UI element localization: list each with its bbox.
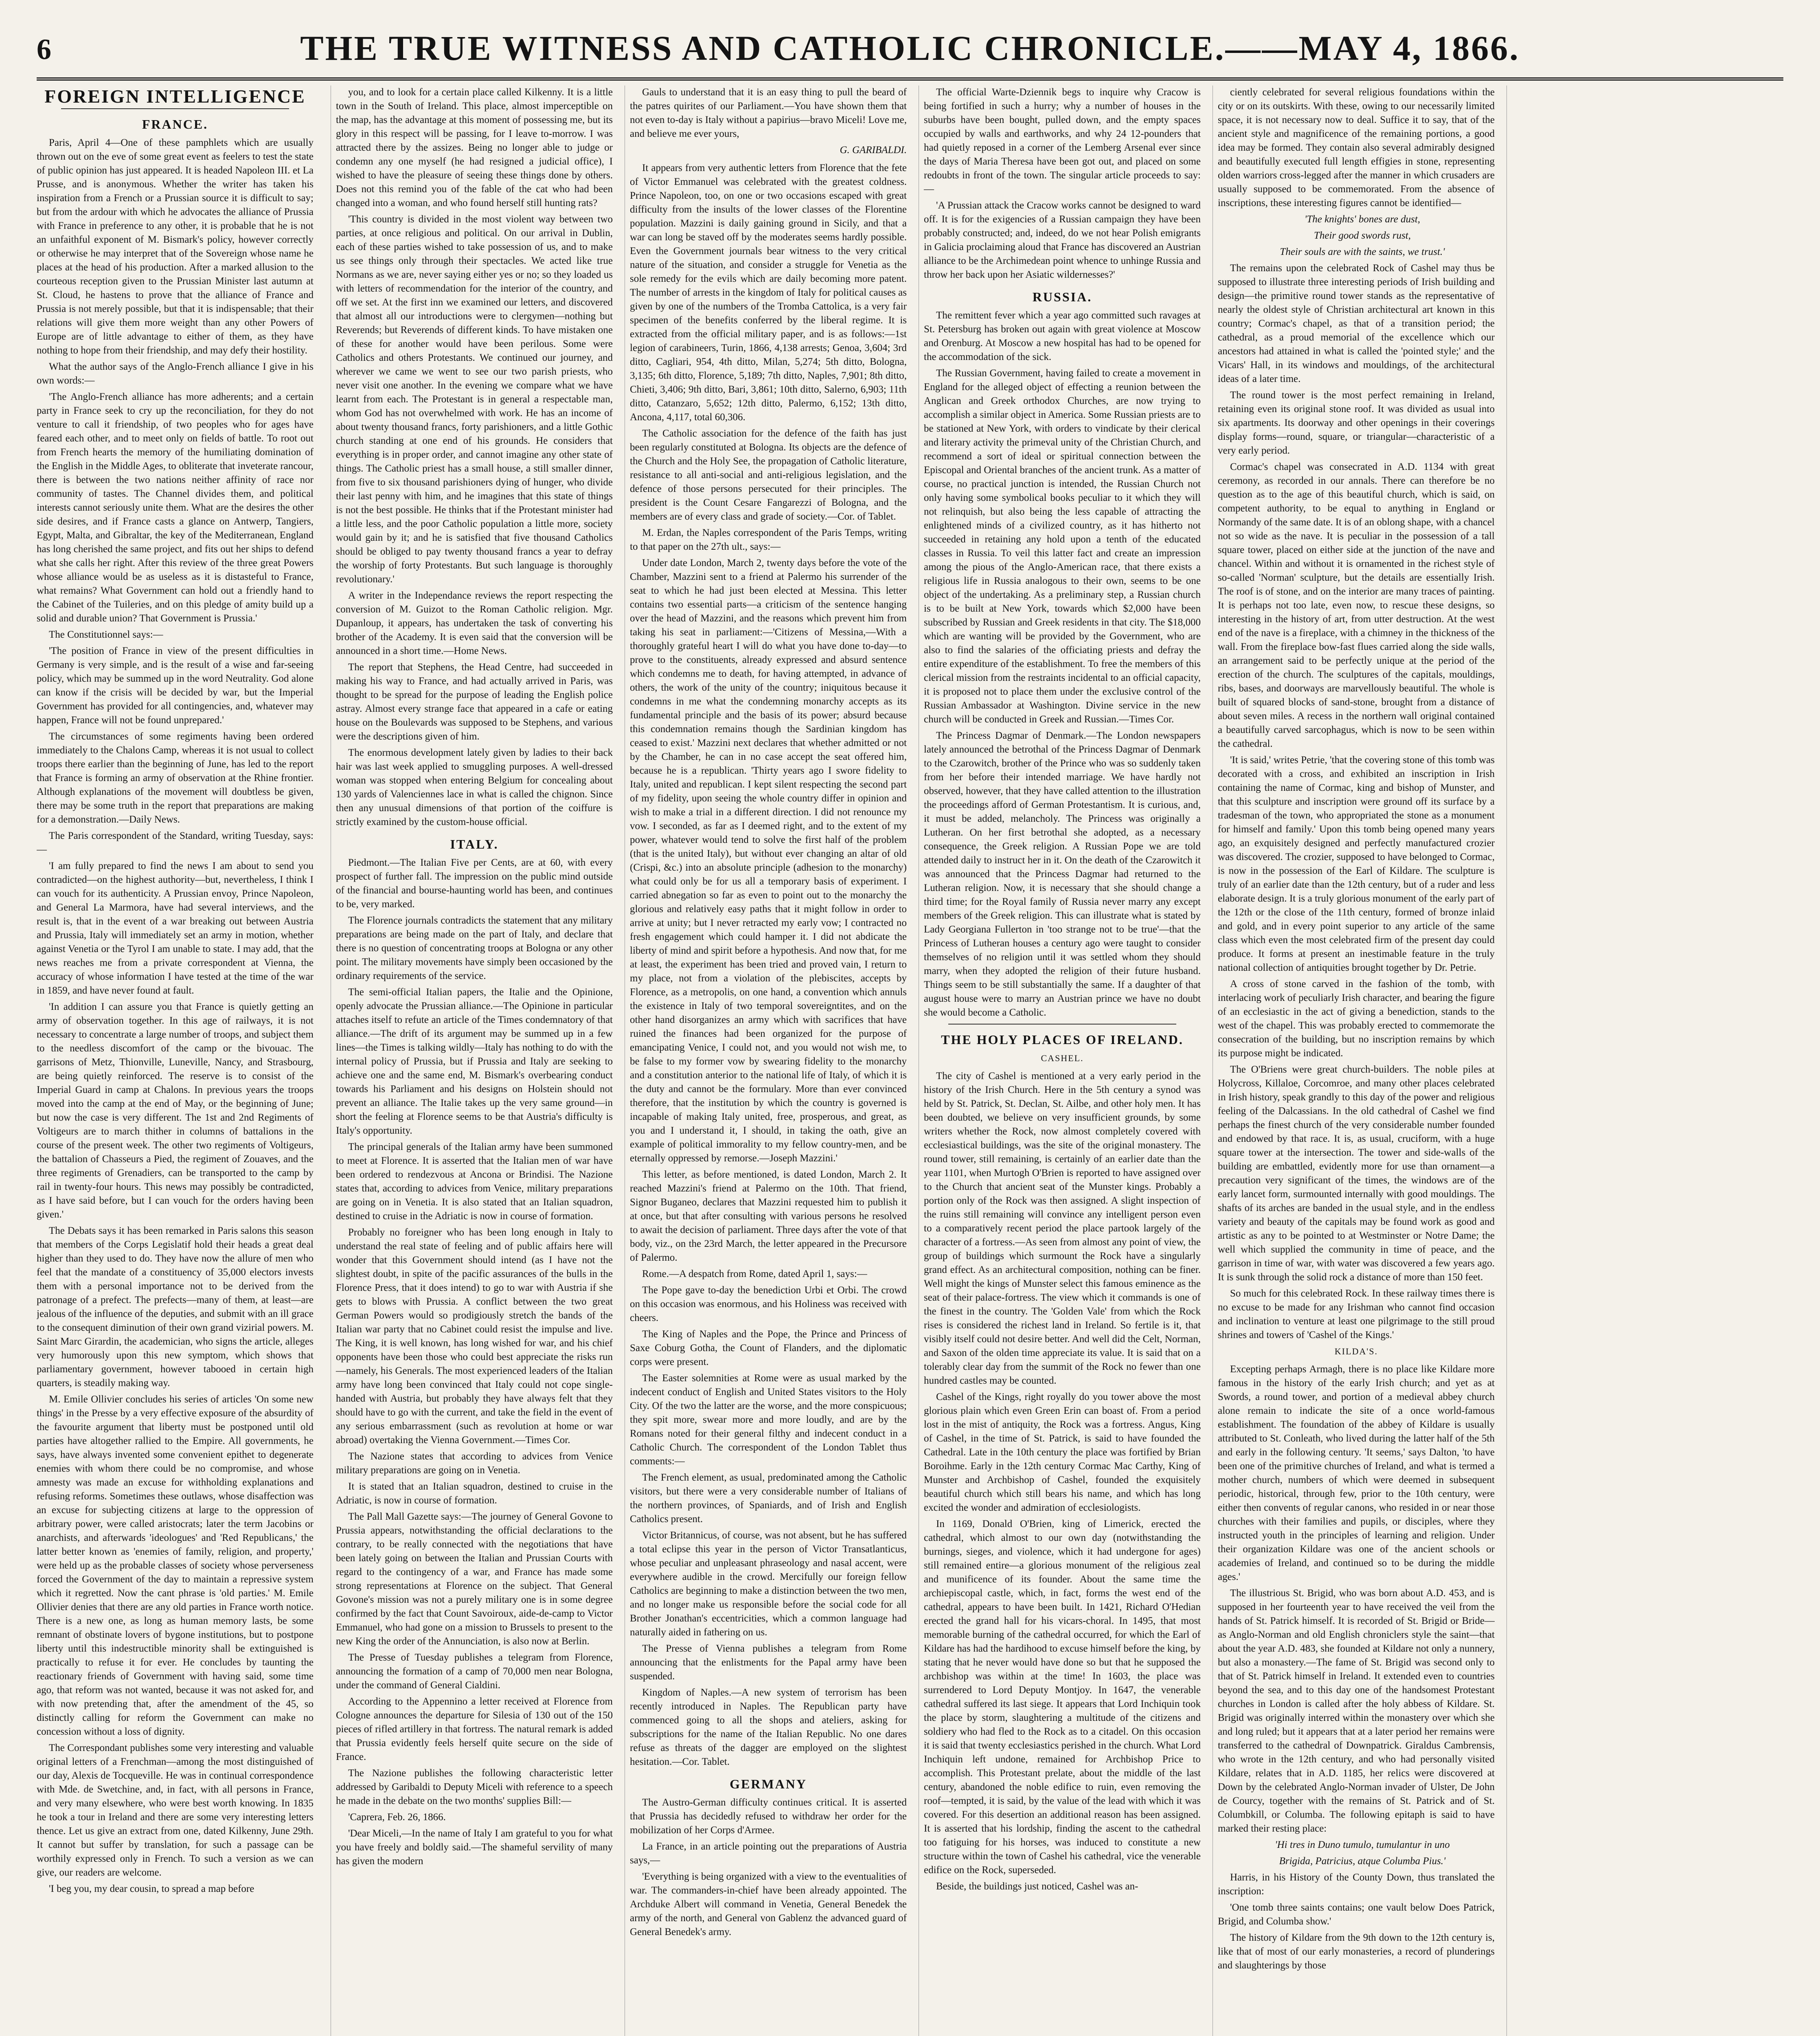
verse-line: Their good swords rust, (1313, 230, 1411, 241)
section-title: FOREIGN INTELLIGENCE (44, 86, 306, 107)
country-heading: GERMANY (730, 1777, 807, 1791)
paragraph: Beside, the buildings just noticed, Cashel was an- (936, 1881, 1138, 1892)
paragraph: The semi-official Italian papers, the Italie and the Opinione, openly advocate the Prussian alliance.—The Opinione in particular attaches itself to refute an article of the Times condemnatory of that alliance.—The drift of its argument may be summed up in a few lines—the Times is talking wildly—Italy has nothing to do with the internal policy of Prussia, but if Prussia and Italy are seeking to achieve one and the same end, M. Bismark's overbearing conduct towards his Parliament and his designs on Holstein should not prevent an alliance. The Italie takes up the very same ground—in short the feeling at Florence seems to be that Austria's difficulty is Italy's opportunity. (336, 987, 613, 1136)
columns (37, 86, 1783, 2036)
paragraph: The Presse of Vienna publishes a telegram from Rome announcing that the enlistments for the Papal army have been suspended. (630, 1643, 907, 1682)
paragraph: The Pall Mall Gazette says:—The journey of General Govone to Prussia appears, notwithstanding the official declarations to the contrary, to be really connected with the negotiations that have been lately going on between the Italian and Prussian Courts with regard to the contingency of a war, and France has made some strong representations at Florence on the subject. That General Govone's mission was not a purely military one is in some degree confirmed by the fact that Count Savoiroux, aide-de-camp to Victor Emmanuel, who had gone on a mission to Brussels to present to the new King the order of the Annunciation, is also now at Berlin. (336, 1511, 613, 1647)
paragraph: What the author says of the Anglo-French alliance I give in his own words:— (37, 361, 314, 386)
paragraph: The Constitutionnel says:— (49, 629, 163, 640)
paragraph: 'Dear Miceli,—In the name of Italy I am grateful to you for what you have freely and boldly said.—The shameful servility of many has given the modern (336, 1828, 613, 1867)
article-body (924, 86, 1201, 282)
paragraph: Kingdom of Naples.—A new system of terrorism has been recently introduced in Naples. The Republican party have commenced going to all the shops and ateliers, asking for subscriptions for the name of the Italian Republic. No one dares refuse as threats of the dagger are employed on the slightest hesitation.—Cor. Tablet. (630, 1687, 907, 1767)
paragraph: 'Caprera, Feb. 26, 1866. (348, 1812, 446, 1823)
paragraph: Rome.—A despatch from Rome, dated April 1, says:— (642, 1268, 867, 1279)
article-body (630, 161, 907, 1769)
paragraph: The report that Stephens, the Head Centre, had succeeded in making his way to France, and had actually arrived in Paris, was thought to be spread for the purpose of leading the English police astray. Almost every strange face that appeared in a cafe or eating house on the Boulevards was supposed to be Stephens, and various were the descriptions given of him. (336, 662, 613, 742)
paragraph: A writer in the Independance reviews the report respecting the conversion of M. Guizot to the Roman Catholic religion. Mgr. Dupanloup, it appears, has undertaken the task of converting his brother of the Academy. It is even said that the conversion will be announced in a short time.—Home News. (336, 590, 613, 656)
verse-line: 'Hi tres in Duno tumulo, tumulantur in uno (1275, 1839, 1450, 1850)
paragraph: The Presse of Tuesday publishes a telegram from Florence, announcing the formation of a camp of 70,000 men near Bologna, under the command of General Cialdini. (336, 1652, 613, 1691)
verse (1218, 213, 1495, 259)
paragraph: Piedmont.—The Italian Five per Cents, are at 60, with every prospect of further fall. The impression on the public mind outside of the financial and bourse-haunting world has been, and continues to be, very marked. (336, 857, 613, 910)
column-5 (1213, 86, 1495, 2036)
paragraph: Cormac's chapel was consecrated in A.D. 1134 with great ceremony, as recorded in our annals. There can therefore be no question as to the age of this beautiful church, which is said, on competent authority, to be equal to anything in England or Normandy of the same date. It is of an oblong shape, with a chancel not so wide as the nave. It is peculiar in the possession of a tall square tower, placed on either side at the junction of the nave and chancel. Within and without it is ornamented in the richest style of so-called 'Norman' sculpture, but the details are essentially Irish. The roof is of stone, and on the interior are many traces of painting. It is perhaps not too late, even now, to rescue these designs, so interesting in the history of art, from utter destruction. At the west end of the nave is a fireplace, with a chimney in the thickness of the wall. From the fireplace bow-fast flues carried along the side walls, an arrangement said to be perfectly unique at the period of the erection of the church. The sculptures of the capitals, mouldings, ribs, bases, and doorways are marvellously beautiful. The whole is built of squared blocks of sand-stone, brought from a distance of about seven miles. A recess in the northern wall original contained a beautifully carved sarcophagus, which is now to be seen within the cathedral. (1218, 461, 1495, 749)
paragraph: M. Emile Ollivier concludes his series of articles 'On some new things' in the Presse by a very effective exposure of the absurdity of the favourite argument that liberty must be postponed until old parties have altogether rallied to the Empire. All governments, he says, have always invented some convenient epithet to degenerate enemies with whom there could be no compromise, and whose amnesty was made an excuse for withholding explanations and refusing reforms. Sometimes these outlaws, whose disaffection was an excuse for subjecting citizens at large to the oppression of arbitrary power, were called aristocrats; later the term Jacobins or anarchists, and afterwards 'ideologues' and 'Red Republicans,' the latter better known as 'enemies of family, religion, and property,' were held up as the probable classes of society whose perverseness forced the Government of the day to maintain a repressive system which it regretted. Now the cant phrase is 'old parties.' M. Emile Ollivier denies that there are any old parties in France worth notice. There is a new one, as long as human memory lasts, be some remnant of obstinate lovers of bygone institutions, but to postpone liberty until this indestructible minority shall be extinguished is practically to refuse it for ever. He concludes by taunting the reactionary friends of Government with having said, some time ago, that reform was not wanted, because it was not asked for, and with now pretending that, after the amendment of the 45, so distinctly calling for reform the Government can make no concession without a loss of dignity. (37, 1394, 314, 1737)
country-heading: ITALY. (450, 837, 499, 851)
paragraph: The King of Naples and the Pope, the Prince and Princess of Saxe Coburg Gotha, the Count of Flanders, and the diplomatic corps were present. (630, 1329, 907, 1367)
paragraph: The principal generals of the Italian army have been summoned to meet at Florence. It is asserted that the Italian men of war have been ordered to rendezvous at Ancona or Brindisi. The Nazione states that, according to advices from Venice, military preparations are going on in Venetia. It is also stated that an Italian squadron, destined to cruise in the Adriatic is now in course of formation. (336, 1141, 613, 1222)
newspaper-title: THE TRUE WITNESS AND CATHOLIC CHRONICLE.——MAY 4, 1866. (300, 29, 1520, 68)
paragraph: The Austro-German difficulty continues critical. It is asserted that Prussia has decidedly refused to withdraw her order for the mobilization of her Corps d'Armee. (630, 1797, 907, 1836)
paragraph: The Russian Government, having failed to create a movement in England for the alleged object of effecting a reunion between the Anglican and Greek orthodox Churches, are now trying to accomplish a similar object in America. Some Russian priests are to be stationed at New York, with orders to vindicate by their clerical and literary activity the primeval unity of the Christian Church, and recommend a sort of ideal or spiritual connection between the Episcopal and Oriental branches of the ancient trunk. As a matter of course, no practical junction is intended, the Russian Church not only having some symbolical books peculiar to it which they will not relinquish, but also being the less capable of attracting the enlightened minds of a civilized country, as it has hitherto not succeeded in retaining any hold upon a tenth of the educated classes in Russia. To veil this latter fact and create an impression among the pious of the Anglo-American race, that there exists a religious life in Russia analogous to their own, seems to be one object of the undertaking. As a preliminary step, a Russian church is to be built at New York, towards which $2,000 have been subscribed by Russian and Greek residents in that city. The $18,000 which are wanting will be provided by the Government, who are also to find the salaries of the officiating priests and defray the entire expenditure of the establishment. To free the members of this clerical mission from the restraints incidental to an official capacity, it is proposed not to place them under the exclusive control of the Russian Ambassador at Washington. Divine service in the new church will be conducted in Greek and Russian.—Times Cor. (924, 368, 1201, 725)
article-body (1218, 1362, 1495, 1836)
place-heading: KILDA'S. (1334, 1346, 1378, 1356)
verse-line: Brigida, Patricius, atque Columba Pius.' (1279, 1856, 1446, 1867)
article-body (924, 309, 1201, 1020)
paragraph: you, and to look for a certain place called Kilkenny. It is a little town in the South of Ireland. This place, almost imperceptible on the map, has the advantage at this moment of possessing me, but its glory in this respect will be passing, for I leave to-morrow. I was attracted there by the assizes. Being no longer able to judge or condemn any one myself (he had resigned a judicial office), I wished to have the pleasure of seeing these things done by others. Does not this remind you of the fable of the cat who had been changed into a woman, and who found herself still hunting rats? (336, 87, 613, 208)
epitaph (1218, 1838, 1495, 1868)
paragraph: The Nazione publishes the following characteristic letter addressed by Garibaldi to Deputy Miceli with reference to a speech he made in the debate on the two months' supplies Bill:— (336, 1768, 613, 1806)
paragraph: The Catholic association for the defence of the faith has just been regularly constituted at Bologna. Its objects are the defence of the Church and the Holy See, the propagation of Catholic literature, resistance to all anti-social and anti-religious legislation, and the defence of those persons persecuted for their principles. The president is the Count Cesare Fangarezzi of Bologna, and the members are of every class and grade of society.—Cor. of Tablet. (630, 428, 907, 522)
column-3 (625, 86, 907, 2036)
paragraph: 'This country is divided in the most violent way between two parties, at once religious and political. On our arrival in Dublin, each of these parties wished to take possession of us, and to make us see things only through their spectacles. We acted like true Normans as we are, never saying either yes or no; so they loaded us with letters of recommendation for the interior of the country, and off we set. At the first inn we examined our letters, and discovered that almost all our introductions were to clergymen—nothing but Reverends; but Reverends of different kinds. To have mistaken one of these for another would have been perilous. Some were Catholics and others Protestants. We continued our journey, and wherever we came we went to see our two parish priests, who never visit one another. In the evening we compare what we have learnt from each. The Protestant is in general a respectable man, whom God has not overwhelmed with work. He has an income of about twenty thousand francs, forty parishioners, and a little Gothic church standing at one end of his grounds. He considers that everything is in proper order, and cannot imagine any other state of things. The Catholic priest has a small house, a still smaller dinner, from five to six thousand parishioners dying of hunger, who divide their last penny with him, and he imagines that this state of things is not the best possible. He thinks that if the Protestant minister had a little less, and the poor Catholic population a little more, society would gain by it; and he is satisfied that five thousand Catholics should be obliged to pay twenty thousand francs a year to defray the worship of forty Protestants. But such language is thoroughly revolutionary.' (336, 214, 613, 585)
paragraph: It appears from very authentic letters from Florence that the fete of Victor Emmanuel was celebrated with the greatest coldness. Prince Napoleon, too, on one or two occasions escaped with great difficulty from the insults of the lower classes of the Florentine population. Mazzini is daily gaining ground in Sicily, and that a war can long be staved off by the moderates seems hardly possible. Even the Government journals bear witness to the very critical nature of the situation, and consider a struggle for Venetia as the sole remedy for the evils which are daily becoming more patent. The number of arrests in the kingdom of Italy for political causes as given by one of the numbers of the Tromba Cattolica, is a very fair specimen of the benefits conferred by the liberal regime. It is extracted from the official military paper, and is as follows:—1st legion of carabineers, Turin, 1866, 4,138 arrests; Genoa, 3,604; 3rd ditto, Cagliari, 954, 4th ditto, Milan, 5,274; 5th ditto, Bologna, 3,135; 6th ditto, Florence, 5,189; 7th ditto, Naples, 7,901; 8th ditto, Chieti, 3,406; 9th ditto, Bari, 3,861; 10th ditto, Salerno, 6,903; 11th ditto, Catanzaro, 5,652; 12th ditto, Palermo, 6,152; 13th ditto, Ancona, 4,117, total 60,306. (630, 162, 907, 423)
column-6 (1506, 86, 1789, 2036)
column-4 (919, 86, 1201, 2036)
article-body (37, 136, 314, 1896)
article-headline: THE HOLY PLACES OF IRELAND. (941, 1032, 1184, 1047)
article-body (1218, 261, 1495, 1342)
paragraph: The remittent fever which a year ago committed such ravages at St. Petersburg has broken out again with great violence at Moscow and Orenburg. At Moscow a new hospital has had to be opened for the accommodation of the sick. (924, 310, 1201, 362)
paragraph: Paris, April 4—One of these pamphlets which are usually thrown out on the eve of some great event as feelers to test the state of public opinion has just appeared. It is headed Napoleon III. et La Prusse, and is anonymous. Whether the writer has taken his inspiration from a French or a Prussian source it is difficult to say; but from the ardour with which he advocates the alliance of Prussia with France in preference to any other, it is probable that he is not an unfaithful exponent of M. Bismark's policy, however correctly or otherwise he may interpret that of the Sovereign whose name he places at the head of his production. After a marked allusion to the courteous reception given to the Prussian Minister last autumn at St. Cloud, he hastens to prove that the alliance of France and Prussia is not merely possible, but that it is indispensable; that their relations will give them more weight than any other Powers of Europe are of little advantage to either of them, as they have nothing to hope from their friendship, and may defy their hostility. (37, 137, 314, 356)
place-heading: CASHEL. (1041, 1053, 1084, 1063)
paragraph: The city of Cashel is mentioned at a very early period in the history of the Irish Church. Here in the 5th century a synod was held by St. Patrick, St. Declan, St. Ailbe, and other holy men. It has been doubted, we believe on very insufficient grounds, by some writers whether the Rock, now almost completely covered with ecclesiastical buildings, was the site of the original monastery. The round tower, still remaining, is certainly of an earlier date than the year 1101, when Murtogh O'Brien is reported to have assigned over to the Church that ancient seat of the Munster kings. Probably a portion only of the Rock was then assigned. A slight inspection of the ruins still remaining will convince any intelligent person even to a comparatively recent period the place partook largely of the character of a fortress.—As seen from almost any point of view, the group of buildings which surmount the Rock have a singularly grand effect. As an architectural composition, nothing can be finer. Well might the kings of Munster select this famous eminence as the seat of their palace-fortress. The view which it commands is one of the finest in the country. The 'Golden Vale' from which the Rock rises is considered the richest land in Ireland. So fertile is it, that visibly itself could not desire better. And well did the Celt, Norman, and Saxon of the olden time appreciate its value. It is said that on a tolerably clear day from the summit of the Rock no fewer than one hundred castles may be counted. (924, 1071, 1201, 1386)
paragraph: The Nazione states that according to advices from Venice military preparations are going on in Venetia. (336, 1451, 613, 1476)
paragraph: The remains upon the celebrated Rock of Cashel may thus be supposed to illustrate three interesting periods of Irish building and design—the primitive round tower stands as the representative of nearly the oldest style of Christian architectural art known in this country; Cormac's chapel, as that of a transition period; the cathedral, as a proud memorial of the excellence which our ancestors had attained in what is called the 'pointed style;' and the Vicars' Hall, in its windows and mouldings, of the architectural ideas of a later time. (1218, 263, 1495, 384)
paragraph: 'It is said,' writes Petrie, 'that the covering stone of this tomb was decorated with a cross, and exhibited an inscription in Irish containing the name of Cormac, king and bishop of Munster, and that this sculpture and inscription were ground off its surface by a tradesman of the town, who appropriated the stone as a monument for himself and family.' Upon this tomb being opened many years ago, an exquisitely designed and perfectly manufactured crozier was discovered. The crozier, supposed to have belonged to Cormac, is now in the possession of the Earl of Kildare. The sculpture is truly of an earlier date than the 12th century, but of a ruder and less elaborate design. It is a truly glorious monument of the early part of the 12th or the close of the 11th century, formed of bronze inlaid and gold, and in every point superior to any article of the same class which even the most celebrated firm of the present day could produce. It forms at present an inestimable feature in the truly national collection of antiquities brought together by Dr. Petrie. (1218, 755, 1495, 973)
paragraph: La France, in an article pointing out the preparations of Austria says,— (630, 1841, 907, 1866)
paragraph: According to the Appennino a letter received at Florence from Cologne announces the departure for Silesia of 130 out of the 150 pieces of rifled artillery in that fortress. The natural remark is added that Prussia evidently feels herself quite secure on the side of France. (336, 1696, 613, 1762)
paragraph: The official Warte-Dziennik begs to inquire why Cracow is being fortified in such a hurry; why a number of houses in the suburbs have been bought, pulled down, and the empty spaces occupied by walls and earthworks, and why 24 12-pounders that had quietly reposed in a corner of the Lemberg Arsenal ever since the days of Maria Theresa have been got out, and placed on some redoubts in front of the town. The singular article proceeds to say:— (924, 87, 1201, 195)
paragraph: Probably no foreigner who has been long enough in Italy to understand the real state of feeling and of public affairs here will wonder that this Government should intend (as I have not the slightest doubt, in spite of the pacific assurances of the bulls in the Florence Press, that it does intend) to go to war with Austria if she gets to blows with Prussia. A conflict between the two great German Powers would so prodigiously stretch the bands of the Italian war party that no Cabinet could resist the impulse and live. The King, it is well known, has long wished for war, and his chief opponents have been those who could best appreciate the risks run—namely, his Generals. The most experienced leaders of the Italian army have long been convinced that Italy could not cope single-handed with Austria, but probably they have always felt that they should have to go with the current, and take the field in the event of any serious embarrassment (such as revolution at home or war abroad) overtaking the Vienna Government.—Times Cor. (336, 1227, 613, 1446)
column-2 (331, 86, 613, 2036)
paragraph: The Debats says it has been remarked in Paris salons this season that members of the Corps Legislatif hold their heads a great deal higher than they used to do. They have now the allure of men who feel that the mandate of a constituency of 35,000 electors invests them with a personal importance not to be derived from the patronage of a prefect. The prefects—many of them, at least—are jealous of the influence of the deputies, and submit with an ill grace to the consequent diminution of their own grand vizirial powers. M. Saint Marc Girardin, the academician, who signs the article, alleges very humorously upon this new symptom, which shows that parliamentary government, however tabooed in certain high quarters, is steadily making way. (37, 1225, 314, 1389)
paragraph: The Correspondant publishes some very interesting and valuable original letters of a Frenchman—among the most distinguished of our day, Alexis de Tocqueville. He was in continual correspondence with Mde. de Swetchine, and, in fact, with all persons in France, and very many elsewhere, who were best worth knowing. In 1835 he took a tour in Ireland and there are some very interesting letters thence. Let us give an extract from one, dated Kilkenny, June 29th. It cannot but suffer by translation, for such a passage can be worthily expressed only in French. To such a version as we can give, our readers are welcome. (37, 1742, 314, 1878)
paragraph: ciently celebrated for several religious foundations within the city or on its outskirts. With these, owing to our necessarily limited space, it is not necessary now to deal. Suffice it to say, that of the ancient style and magnificence of the remaining portions, a good idea may be formed. They contain also several admirably designed and beautifully executed full length effigies in stone, representing olden warriors cross-legged after the manner in which crusaders are usually supposed to be commemorated. From the absence of inscriptions, these interesting figures cannot be identified— (1218, 87, 1495, 208)
paragraph: The French element, as usual, predominated among the Catholic visitors, but there were a very considerable number of Italians of the northern provinces, of Spaniards, and of Irish and English Catholics present. (630, 1472, 907, 1525)
paragraph: The Princess Dagmar of Denmark.—The London newspapers lately announced the betrothal of the Princess Dagmar of Denmark to the Czarowitch, brother of the Prince who was so suddenly taken from her before their intended marriage. We have hardly not observed, however, that they have called attention to the illustration the proceedings afford of German Protestantism. It is curious, and, it must be added, melancholy. The Princess was originally a Lutheran. On her first betrothal she adopted, as a necessary consequence, the Greek religion. A Russian Pope we are told attended daily to instruct her in it. On the death of the Czarowitch it was announced that the Princess Dagmar had returned to the Lutheran religion. Now, it is necessary that she should change a third time; for the Royal family of Russia never marry any except members of the Greek religion. This can illustrate what is stated by Lady Georgiana Fullerton in 'too strange not to be true'—that the Princess of Lutheran houses a century ago were taught to consider themselves of no religion until it was settled whom they should marry, when they adopted the religion of their future husband. Things seem to be still substantially the same. If a daughter of that august house were to marry an Austrian prince we have no doubt she would become a Catholic. (924, 730, 1201, 1018)
paragraph: It is stated that an Italian squadron, destined to cruise in the Adriatic, is now in course of formation. (336, 1481, 613, 1506)
article-body (1218, 1871, 1495, 1972)
paragraph: Under date London, March 2, twenty days before the vote of the Chamber, Mazzini sent to a friend at Palermo his surrender of the seat to which he had just been elected at Messina. This letter contains two essential parts—a criticism of the sentence hanging over the head of Mazzini, and the reasons which prevent him from taking his seat in parliament:—'Citizens of Messina,—With a thoroughly grateful heart I will do what you have done to-day—to prove to the constituents, already expressed and absurd sentence which condemns me to death, for having attempted, in advance of others, the work of the unity of the country; iniquitous because it condemns in me what the condemning monarchy accepts as its fundamental principle and the basis of its power; absurd because this condemnation remains though the Sardinian kingdom has ceased to exist.' Mazzini next declares that whether admitted or not by the Chamber, he can in no case accept the seat offered him, because he is a republican. 'Thirty years ago I swore fidelity to Italy, united and republican. I kept silent respecting the second part of my fidelity, upon seeing the whole country differ in opinion and wish to make a trial in a different direction. I did not renounce my vow. I seconded, as far as I deemed right, and to the extent of my power, whatever would tend to solve the first half of the problem (that is the united Italy), but without ever changing an altar of old (Crispi, &c.) into an absolute principle (adhesion to the monarchy) what could only be for us all a temporary basis of experiment. I carried abnegation so far as even to point out to the monarchy the glorious and relatively easy paths that it might follow in order to arrive at unity; but I never retracted my early vow; I contracted no fresh engagement which could hamper it. I did not abdicate the liberty of mind and spirit before a hypothesis. And now that, for me at least, the experiment has been tried and proved vain, I return to my place, not from a violation of the plebiscites, accepts by Florence, as a metropolis, on one hand, a convention which annuls the existence in Italy of two temporal sovereigntites, and on the other hand disorganizes an army which with sacrifices that have ruined the finances had been organized for the purpose of emancipating Venice, I could not, and you would not wish me, to be false to my former vow by swearing fidelity to the monarchy and a constitution anterior to the national life of Italy, of which it is the duty and cannot be the formulary. More than ever convinced therefore, that the institution by which the country is governed is incapable of making Italy united, free, prosperous, and great, as you and I understand it, I should, in taking the oath, give an example of political immorality to my fellow country-men, and be eternally oppressed by remorse.—Joseph Mazzini.' (630, 557, 907, 1164)
paragraph: 'In addition I can assure you that France is quietly getting an army of observation together. In this age of railways, it is not necessary to concentrate a large number of troops, and subject them to the needless discomfort of the camp or the bivouac. The garrisons of Metz, Thionville, Luneville, Nancy, and Strasbourg, are being quietly reinforced. The reserve is to consist of the Imperial Guard in camp at Chalons. In previous years the troops moved into the camp at the end of May, or the beginning of June; but now the case is very different. The 1st and 2nd Regiments of Voltigeurs are to march thither in columns of battalions in the course of the present week. The other two regiments of Voltigeurs, the battalion of Chasseurs a Pied, the regiment of Zouaves, and the three regiments of Grenadiers, can be transported to the camp by rail in twenty-four hours. This news may possibly be contradicted, as I have said before, but I can vouch for the orders having been given.' (37, 1001, 314, 1220)
paragraph: The round tower is the most perfect remaining in Ireland, retaining even its original stone roof. It was divided as usual into six apartments. Its doorway and other openings in their coverings display forms—round, square, or triangular—characteristic of a very early period. (1218, 390, 1495, 456)
paragraph: 'A Prussian attack the Cracow works cannot be designed to ward off. It is for the exigencies of a Russian campaign they have been probably constructed; and, indeed, do we not hear Polish emigrants in Galicia proclaiming aloud that France has discovered an Austrian alliance to be the Archimedean point whence to unhinge Russia and throw her back upon her Asiatic wildernesses?' (924, 200, 1201, 280)
paragraph: A cross of stone carved in the fashion of the tomb, with interlacing work of peculiarly Irish character, and bearing the figure of an ecclesiastic in the act of giving a benediction, stands to the west of the chapel. This was probably erected to commemorate the consecration of the building, but no inscription remains by which its purpose might be indicated. (1218, 979, 1495, 1059)
paragraph: M. Erdan, the Naples correspondent of the Paris Temps, writing to that paper on the 27th ult., says:— (630, 527, 907, 552)
paragraph: 'The Anglo-French alliance has more adherents; and a certain party in France seek to cry up the reconciliation, for they do not venture to call it friendship, of two peoples who for ages have feared each other, and to meet only on fields of battle. To root out from French hearts the memory of the humiliating domination of the English in the Middle Ages, to obliterate that inveterate rancour, there is between the two nations neither affinity of race nor community of tastes. The Channel divides them, and political interests cannot seriously unite them. What are the desires the other side desires, and if France casts a glance on Antwerp, Tangiers, Egypt, Malta, and Gibraltar, the key of the Mediterranean, England has long cherished the same project, and fits out her ships to defend what she calls her right. After this review of the three great Powers whose alliance would be as useless as it is distasteful to France, what remains? What Government can hold out a friendly hand to the Cabinet of the Tuileries, and on this pledge of amity build up a solid and durable union? That Government is Prussia.' (37, 391, 314, 624)
paragraph: Gauls to understand that it is an easy thing to pull the beard of the patres quirites of our Parliament.—You have shown them that not even to-day is Italy without a papirius—bravo Miceli! Love me, and believe me ever yours, (630, 87, 907, 139)
paragraph: 'I beg you, my dear cousin, to spread a map before (49, 1883, 254, 1894)
paragraph: The circumstances of some regiments having been ordered immediately to the Chalons Camp, whereas it is not usual to collect troops there earlier than the beginning of June, has led to the report that France is forming an army of observation at the Rhine frontier. Although explanations of the movement will doubtless be given, there may be some truth in the report that preparations are making for a demonstration.—Daily News. (37, 731, 314, 825)
signature: G. GARIBALDI. (840, 145, 907, 156)
paragraph: So much for this celebrated Rock. In these railway times there is no excuse to be made for any Irishman who cannot find occasion and inclination to venture at least one pilgrimage to the still proud shrines and towers of 'Cashel of the Kings.' (1218, 1288, 1495, 1341)
article-body (336, 856, 613, 1868)
paragraph: 'The position of France in view of the present difficulties in Germany is very simple, and is the result of a wise and far-seeing policy, which may be summed up in the word Neutrality. God alone can know if the crisis will be decided by war, but the Imperial Government has provided for all contingencies, and, whatever may happen, France will not be found unprepared.' (37, 645, 314, 726)
paragraph: The O'Briens were great church-builders. The noble piles at Holycross, Killaloe, Corcomroe, and many other places celebrated in Irish history, speak grandly to this day of the power and religious feeling of the Dalcassians. In the old cathedral of Cashel we find perhaps the finest church of the very considerable number founded and endowed by that race. It is, as usual, cruciform, with a huge square tower at the intersection. The tower and side-walls of the building are embattled, evidently more for use than ornament—a precaution very significant of the times, the windows are of the early lancet form, surmounted internally with good mouldings. The shafts of its arches are banded in the usual style, and in the endless variety and beauty of the capitals may be found work as good and artistic as any to be pointed to at Westminster or Notre Dame; the well which supplied the community in time of peace, and the garrison in time of war, with water was discovered a few years ago. It is sunk through the solid rock a distance of more than 150 feet. (1218, 1064, 1495, 1283)
paragraph: Excepting perhaps Armagh, there is no place like Kildare more famous in the history of the early Irish church; and yet as at Swords, a round tower, and portion of a medieval abbey church alone remain to indicate the site of a once world-famous establishment. The foundation of the abbey of Kildare is usually attributed to St. Conleath, who lived during the latter half of the 5th and early in the following century. 'It seems,' says Dalton, 'to have been one of the primitive churches of Ireland, and what is termed a mother church, numbers of which were deemed in subsequent periodic, historical, through few, prior to the 10th century, were either then convents of regular canons, who resided in or near those churches with their families and pupils, or disciples, where they instructed youth in the principles of learning and religion. Under their organization Kildare was one of the ancient schools or academies of Ireland, and continued so to be during the middle ages.' (1218, 1364, 1495, 1582)
country-heading: FRANCE. (142, 117, 208, 132)
column-1 (37, 86, 314, 2036)
article-body (630, 1796, 907, 1939)
article-body (924, 1069, 1201, 1893)
paragraph: The Easter solemnities at Rome were as usual marked by the indecent conduct of English and United States visitors to the Holy City. Of the two the latter are the worse, and the more conspicuous; they spit more, swear more and more loudly, and are by the Romans noted for their general filthy and indecent conduct in a Catholic Church. The correspondent of the London Tablet thus comments:— (630, 1373, 907, 1467)
paragraph: The Florence journals contradicts the statement that any military preparations are being made on the part of Italy, and declare that there is no question of concentrating troops at Bologna or any other point. The military movements have simply been occasioned by the ordinary requirements of the service. (336, 915, 613, 981)
paragraph: The enormous development lately given by ladies to their back hair was last week applied to smuggling purposes. A well-dressed woman was stopped when entering Belgium for concealing about 130 yards of Valenciennes lace in what is called the chignon. Since then any unusual dimensions of that portion of the coiffure is strictly examined by the custom-house official. (336, 747, 613, 827)
verse-line: Their souls are with the saints, we trust.' (1280, 246, 1445, 257)
paragraph: The Pope gave to-day the benediction Urbi et Orbi. The crowd on this occasion was enormous, and his Holiness was received with cheers. (630, 1285, 907, 1323)
paragraph: Harris, in his History of the County Down, thus translated the inscription: (1218, 1872, 1495, 1897)
paragraph: 'I am fully prepared to find the news I am about to send you contradicted—on the highest authority—but, nevertheless, I think I can vouch for its authenticity. A Prussian envoy, Prince Napoleon, and General La Marmora, have had several interviews, and the result is, that in the event of a war breaking out between Austria and Prussia, Italy will immediately set an army in motion, whether against Venetia or the Tyrol I am unable to state. I may add, that the news reaches me from a private correspondent at Vienna, the accuracy of whose information I have tested at the time of the war in 1859, and have never found at fault. (37, 860, 314, 996)
article-body (630, 86, 907, 141)
paragraph: The history of Kildare from the 9th down to the 12th century is, like that of most of our early monasteries, a record of plunderings and slaughterings by those (1218, 1932, 1495, 1971)
masthead (37, 16, 1783, 81)
paragraph: The Paris correspondent of the Standard, writing Tuesday, says:— (37, 830, 314, 855)
paragraph: In 1169, Donald O'Brien, king of Limerick, erected the cathedral, which almost to our own day (notwithstanding the burnings, sieges, and violence, which it had undergone for ages) still remained entire—a glorious monument of the religious zeal and munificence of its founder. About the same time the archiepiscopal castle, which, in fact, forms the west end of the cathedral, appears to have been built. In 1421, Richard O'Hedian erected the grand hall for his vicars-choral. In 1495, that most memorable burning of the cathedral occurred, for which the Earl of Kildare has had the hardihood to excuse himself before the king, by stating that he never would have done so but that he supposed the archbishop was within at the time! In 1603, the place was surrendered to Lord Deputy Montjoy. In 1647, the venerable cathedral suffered its last siege. It appears that Lord Inchiquin took the place by storm, slaughtering a multitude of the citizens and soldiery who had fled to the Rock as to a citadel. On this occasion it is said that twenty ecclesiastics perished in the church. What Lord Inchiquin left undone, remained for Archbishop Price to accomplish. This Protestant prelate, about the middle of the last century, abandoned the noble edifice to ruin, even removing the roof—tempted, it is said, by the value of the lead with which it was covered. For this desertion an additional reason has been assigned. It is asserted that his lordship, finding the ascent to the cathedral too fatiguing for his horses, was induced to constitute a new structure within the town of Cashel his cathedral, vice the venerable edifice on the Rock, superseded. (924, 1518, 1201, 1876)
paragraph: The illustrious St. Brigid, who was born about A.D. 453, and is supposed in her fourteenth year to have received the veil from the hands of St. Patrick himself. It is recorded of St. Brigid or Bride—as Anglo-Norman and old English chroniclers style the saint—that about the year A.D. 483, she founded at Kildare not only a nunnery, but also a monastery.—The fame of St. Brigid was second only to that of St. Patrick himself in Ireland. It extended even to countries beyond the sea, and to this day one of the handsomest Protestant churches in London is called after the holy abbess of Kildare. St. Brigid was originally interred within the monastery over which she and long ruled; but it appears that at a later period her remains were transferred to the cathedral of Downpatrick. Giraldus Cambrensis, who wrote in the 12th century, and who had personally visited Kildare, relates that in A.D. 1185, her relics were discovered at Down by the celebrated Anglo-Norman invader of Ulster, De John de Courcy, together with the remains of St. Patrick and of St. Columbkill, or Columba. The following epitaph is said to have marked their resting place: (1218, 1588, 1495, 1834)
divider (61, 108, 289, 109)
country-heading: RUSSIA. (1032, 290, 1092, 304)
article-body (1218, 86, 1495, 210)
page-number: 6 (37, 33, 51, 66)
paragraph: 'One tomb three saints contains; one vault below Does Patrick, Brigid, and Columba show.' (1218, 1902, 1495, 1927)
paragraph: This letter, as before mentioned, is dated London, March 2. It reached Mazzini's friend at Palermo on the 10th. That friend, Signor Buganeo, declares that Mazzini requested him to publish it at once, but that after consulting with various persons he resolved to await the decision of parliament. Three days after the vote of that body, viz., on the 23rd March, the letter appeared in the Precursore of Palermo. (630, 1169, 907, 1263)
paragraph: Victor Britannicus, of course, was not absent, but he has suffered a total eclipse this year in the person of Victor Transatlanticus, whose peculiar and unpleasant phraseology and nasal accent, were everywhere audible in the crowd. Mercifully our foreign fellow Catholics are beginning to make a distinction between the two men, and no longer make us responsible before the social code for all Brother Jonathan's eccentricities, which a common language had naturally aided in fathering on us. (630, 1530, 907, 1638)
verse-line: 'The knights' bones are dust, (1304, 214, 1421, 225)
paragraph: Cashel of the Kings, right royally do you tower above the most glorious plain which even Green Erin can boast of. From a period lost in the mist of antiquity, the Rock was a fortress. Angus, King of Cashel, in the time of St. Patrick, is said to have founded the Cathedral. Late in the 10th century the place was fortified by Brian Boroihme. Early in the 12th century Cormac Mac Carthy, King of Munster and Archbishop of Cashel, founded the exquisitely beautiful church which still bears his name, and which has long excited the wonder and admiration of ecclesiologists. (924, 1391, 1201, 1513)
paragraph: 'Everything is being organized with a view to the eventualities of war. The commanders-in-chief have been already appointed. The Archduke Albert will command in Venetia, General Benedek the army of the north, and General von Gablenz the advanced guard of General Benedek's army. (630, 1871, 907, 1937)
article-body (336, 86, 613, 829)
divider (948, 1024, 1176, 1025)
